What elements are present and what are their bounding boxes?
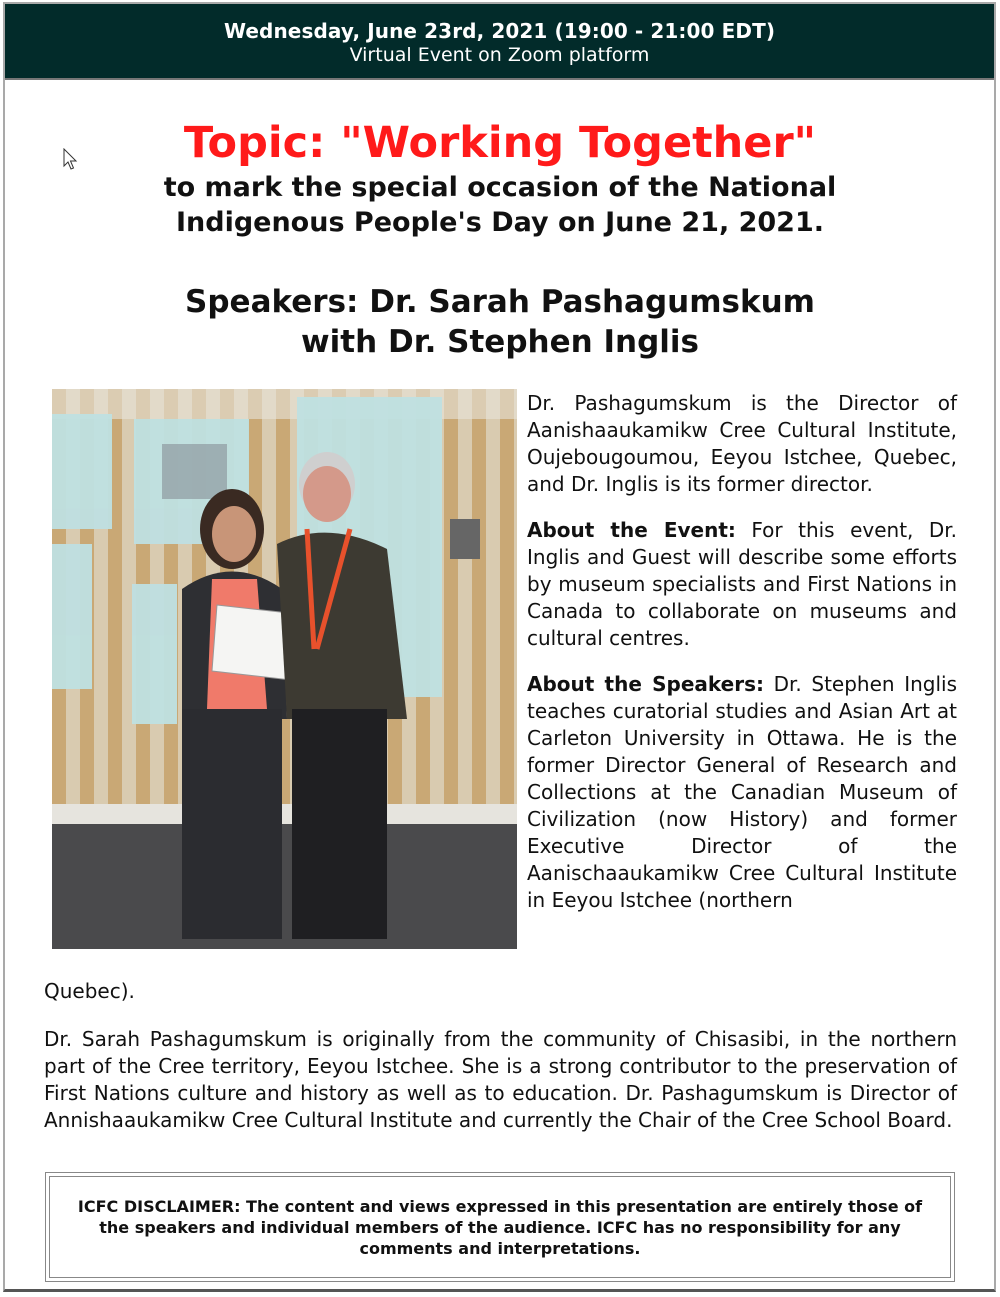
speakers-photo: [52, 389, 517, 949]
speakers-line-2: with Dr. Stephen Inglis: [301, 324, 699, 360]
speakers-heading: [0, 282, 1000, 362]
intro-paragraph: Dr. Pashagumskum is the Director of Aanishaaukamikw Cree Cultural Institute, Oujebougoumou, Eeyou Istchee, Quebec, and Dr. Inglis is its former director.: [527, 391, 957, 496]
photo-illustration: [52, 389, 517, 949]
sarah-bio-paragraph: Dr. Sarah Pashagumskum is originally from the community of Chisasibi, in the northern part of the Cree territory, Eeyou Istchee. She is a strong contributor to the preservation of First Nations culture and history as well as to education. Dr. Pashagumskum is Director of Annishaaukamikw Cree Cultural Institute and currently the Chair of the Cree School Board.: [44, 1027, 957, 1132]
topic-subtitle: [0, 170, 1000, 240]
about-event-label: About the Event:: [527, 518, 736, 542]
topic-title: Topic: "Working Together": [183, 118, 817, 168]
about-speakers-text: Dr. Stephen Inglis teaches curatorial studies and Asian Art at Carleton University in Ottawa. He is the former Director General of Research and Collections at the Canadian Museum of Civilization (now History) and former Executive Director of the Aanischaaukamikw Cree Cultural Institute in Eeyou Istchee (northern: [527, 672, 957, 912]
subtitle-line-1: to mark the special occasion of the National: [163, 172, 837, 203]
about-speakers-tail: Quebec).: [44, 979, 135, 1003]
about-speakers-paragraph: [527, 671, 957, 914]
about-speakers-label: About the Speakers:: [527, 672, 765, 696]
event-venue: Virtual Event on Zoom platform: [349, 44, 650, 66]
intro-column: [527, 390, 957, 933]
disclaimer-text: ICFC DISCLAIMER: The content and views expressed in this presentation are entirely those of the speakers and individual members of the audience. ICFC has no responsibility for any comments and interpretations.: [49, 1176, 951, 1278]
subtitle-line-2: Indigenous People's Day on June 21, 2021.: [175, 207, 825, 238]
disclaimer-box: [45, 1172, 955, 1282]
speakers-line-1: Speakers: Dr. Sarah Pashagumskum: [185, 284, 815, 320]
about-event-paragraph: [527, 517, 957, 652]
event-header: [5, 4, 994, 80]
event-date: Wednesday, June 23rd, 2021 (19:00 - 21:00 EDT): [223, 19, 776, 43]
about-event-text: For this event, Dr. Inglis and Guest will describe some efforts by museum specialists and First Nations in Canada to collaborate on museums and cultural centres.: [527, 518, 958, 650]
